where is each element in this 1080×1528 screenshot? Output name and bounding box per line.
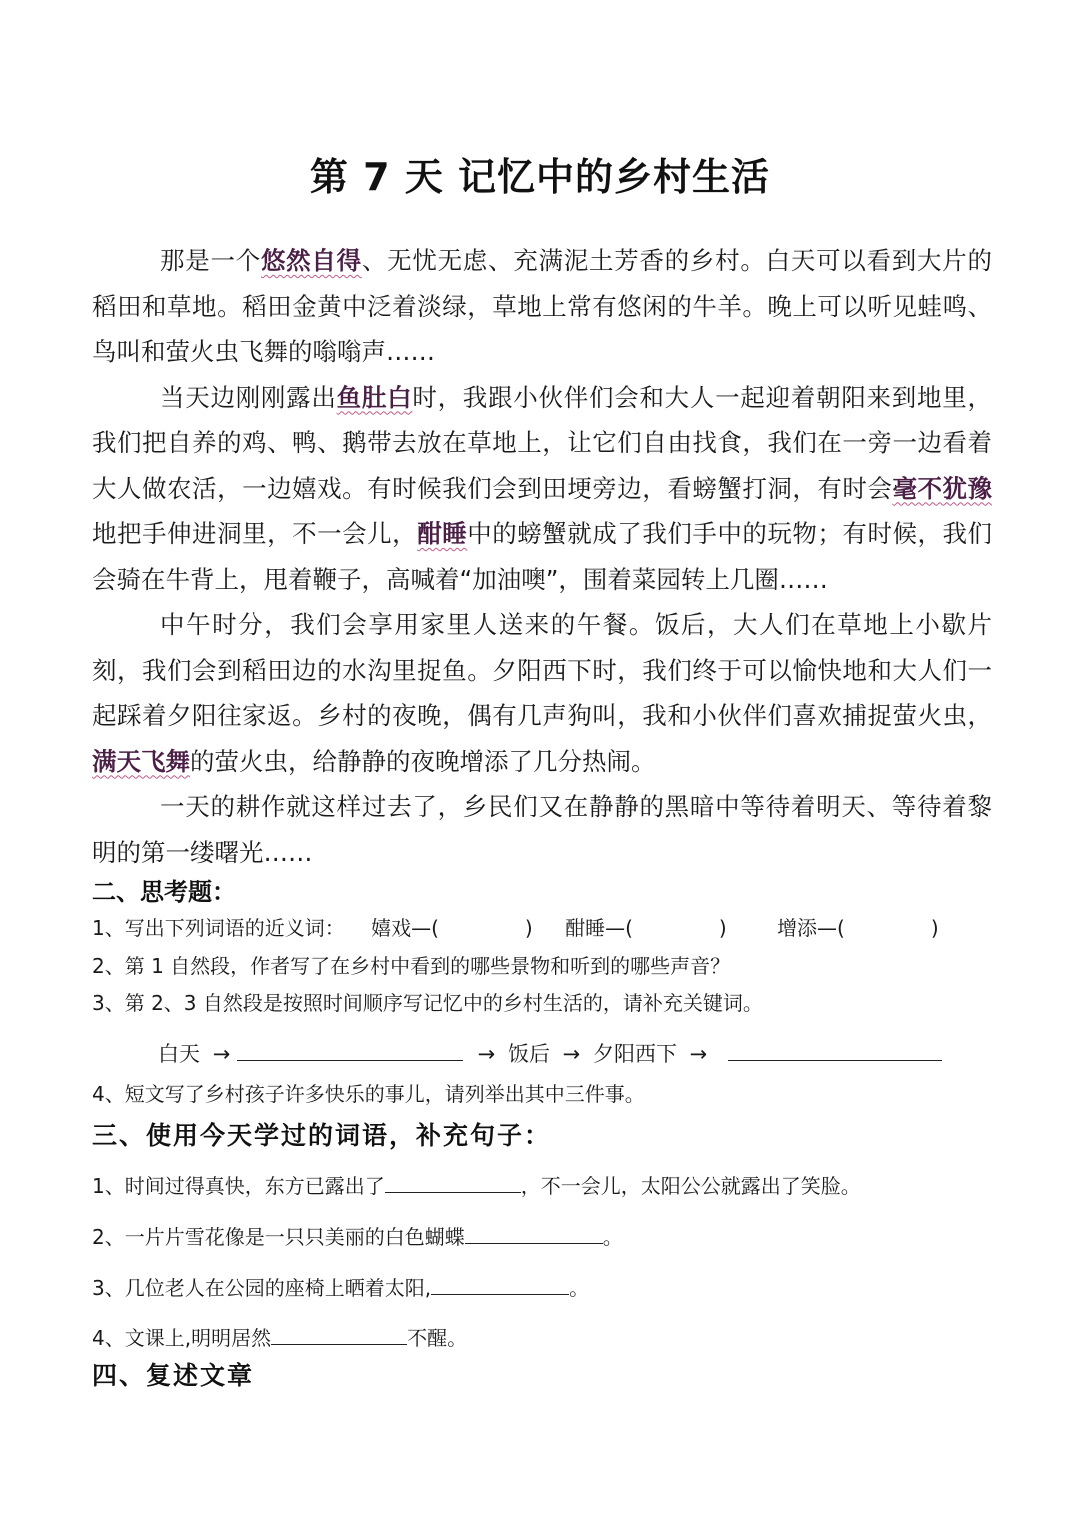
sentence-text: 4、文课上,明明居然 (92, 1326, 272, 1350)
paren-close: ) (718, 916, 727, 940)
arrow-icon: → (689, 1042, 708, 1066)
sentence-text: 3、几位老人在公园的座椅上晒着太阳, (92, 1276, 432, 1300)
sentence-text: 2、一片片雪花像是一只只美丽的白色蝴蝶 (92, 1225, 465, 1249)
question-1 (92, 912, 939, 941)
synonym-3 (777, 912, 939, 941)
text: 中的螃蟹就成了我们手中的玩物；有时候，我们会骑在牛背上，甩着鞭子，高喊着“加油噢”，围着菜园转上几圈…… (92, 519, 993, 594)
paragraph-1 (92, 238, 992, 375)
paragraph-3 (92, 602, 992, 784)
question-4: 4、短文写了乡村孩子许多快乐的事儿，请列举出其中三件事。 (92, 1082, 645, 1106)
chain-word: 夕阳西下 (592, 1042, 677, 1066)
sentence-text: 不醒。 (407, 1326, 468, 1350)
synonym-2 (565, 912, 727, 941)
section-2-heading: 二、思考题： (92, 878, 236, 906)
text: 中午时分，我们会享用家里人送来的午餐。饭后，大人们在草地上小歇片刻，我们会到稻田边的水沟里捉鱼。夕阳西下时，我们终于可以愉快地和大人们一起踩着夕阳往家返。乡村的夜晚，偶有几声狗叫，我和小伙伴们喜欢捕捉萤火虫， (92, 610, 992, 730)
chain-word: 饭后 (507, 1042, 550, 1066)
keyword: 鱼肚白 (336, 382, 413, 412)
sentence-blank[interactable] (465, 1225, 603, 1244)
sentence-blank[interactable] (431, 1276, 569, 1295)
text: 地把手伸进洞里，不一会儿， (92, 519, 418, 548)
arrow-icon: → (212, 1042, 231, 1066)
keyword: 毫不犹豫 (892, 473, 993, 503)
sentence-3 (92, 1272, 589, 1301)
sentence-text: ，不一会儿，太阳公公就露出了笑脸。 (520, 1174, 861, 1198)
sentence-4 (92, 1322, 467, 1351)
page-title: 第 7 天 记忆中的乡村生活 (309, 155, 771, 199)
text: 、无忧无虑、充满泥土芳香的乡村。白天可以看到大片的稻田和草地。稻田金黄中泛着淡绿，草地上常有悠闲的牛羊。晚上可以听见蛙鸣、鸟叫和萤火虫飞舞的嗡嗡声…… (92, 246, 992, 366)
chain-blank[interactable] (728, 1042, 942, 1061)
arrow-icon: → (477, 1042, 496, 1066)
arrow-icon: → (562, 1042, 581, 1066)
paragraph-2 (92, 375, 992, 603)
synonym-word: 嬉戏—( (371, 916, 439, 940)
sentence-text: 。 (569, 1276, 590, 1300)
text: 一天的耕作就这样过去了，乡民们又在静静的黑暗中等待着明天、等待着黎明的第一缕曙光…… (92, 792, 992, 867)
paragraph-4 (92, 784, 992, 875)
section-4-heading: 四、复述文章 (92, 1361, 255, 1390)
chain-word: 白天 (158, 1042, 200, 1066)
keyword: 满天飞舞 (92, 746, 190, 776)
chain-blank[interactable] (237, 1042, 463, 1061)
sentence-text: 。 (602, 1225, 623, 1249)
question-1-prompt: 1、写出下列词语的近义词： (92, 916, 345, 940)
question-2: 2、第 1 自然段，作者写了在乡村中看到的哪些景物和听到的哪些声音？ (92, 954, 731, 978)
text: 当天边刚刚露出 (160, 382, 337, 412)
text: 那是一个 (160, 246, 261, 275)
synonym-1 (371, 912, 533, 941)
sentence-1 (92, 1170, 861, 1199)
paren-close: ) (930, 916, 939, 940)
synonym-word: 增添—( (777, 916, 845, 940)
sentence-2 (92, 1221, 623, 1250)
synonym-word: 酣睡—( (565, 916, 633, 940)
sentence-blank[interactable] (271, 1326, 407, 1345)
text: 的萤火虫，给静静的夜晚增添了几分热闹。 (190, 746, 656, 776)
sentence-text: 1、时间过得真快，东方已露出了 (92, 1174, 385, 1198)
keyword: 酣睡 (417, 519, 468, 548)
keyword: 悠然自得 (260, 246, 362, 275)
text: 时，我跟小伙伴们会和大人一起迎着朝阳来到地里，我们把自养的鸡、鸭、鹅带去放在草地上，让它们自由找食，我们在一旁一边看着大人做农活，一边嬉戏。有时候我们会到田埂旁边，看螃蟹打洞，有时会 (92, 382, 992, 503)
section-3-heading: 三、使用今天学过的词语，补充句子： (92, 1121, 552, 1150)
time-sequence-chain (158, 1038, 942, 1068)
paren-close: ) (524, 916, 533, 940)
reading-passage (92, 238, 992, 875)
sentence-blank[interactable] (385, 1174, 521, 1193)
question-3: 3、第 2、3 自然段是按照时间顺序写记忆中的乡村生活的，请补充关键词。 (92, 991, 763, 1015)
